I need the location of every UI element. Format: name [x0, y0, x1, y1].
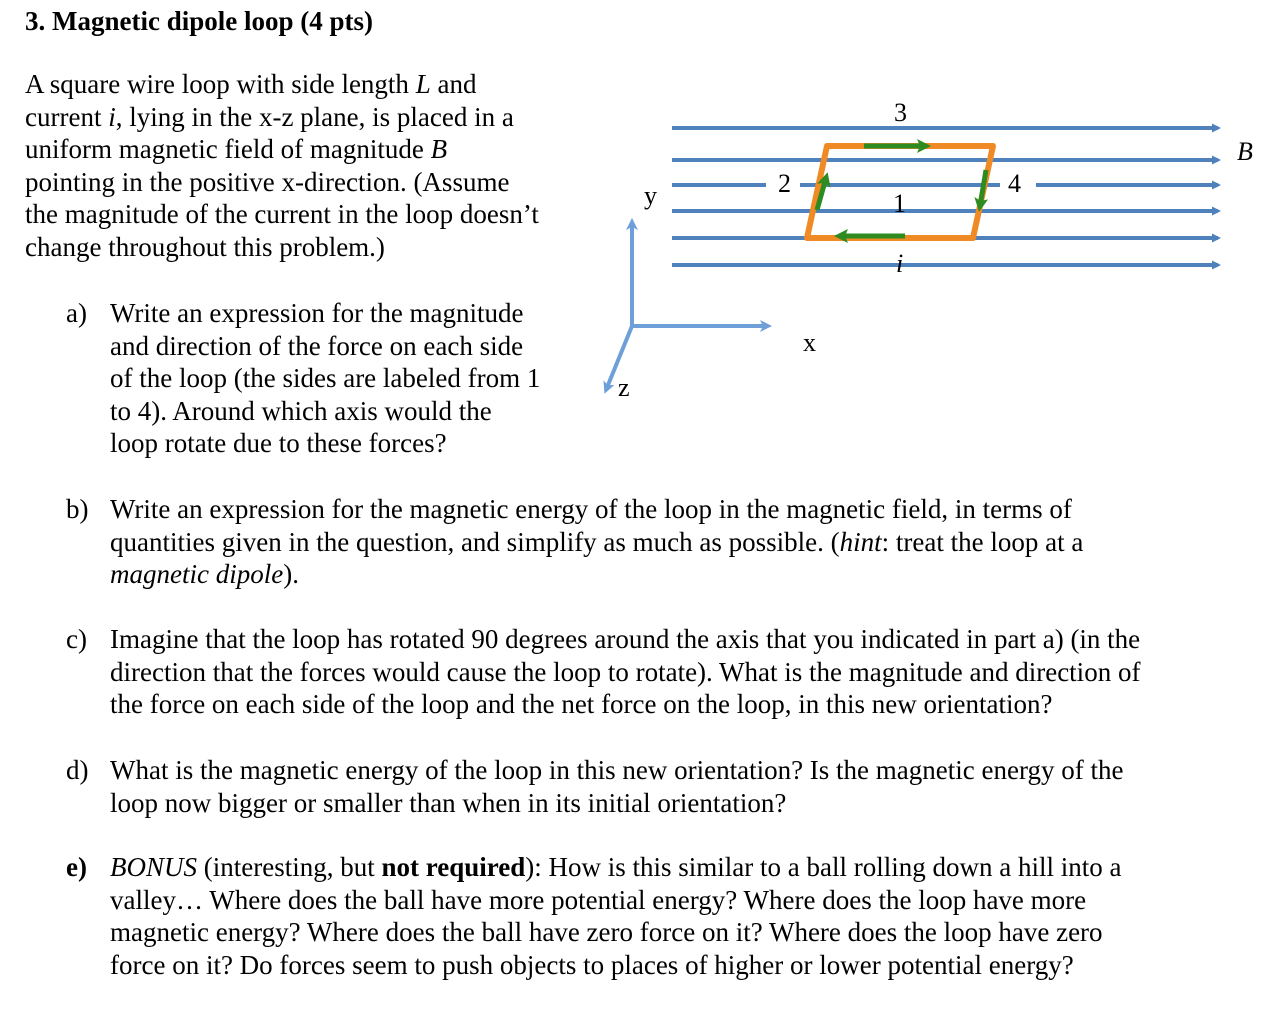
part-label: a) [66, 298, 87, 328]
side-label-3: 3 [894, 98, 907, 127]
problem-title: 3. Magnetic dipole loop (4 pts) [25, 6, 373, 36]
z-axis-label: z [618, 373, 630, 402]
part-label: d) [66, 755, 89, 785]
field-label: B [1237, 137, 1253, 166]
coordinate-axes [606, 222, 768, 390]
problem-statement: A square wire loop with side length L and current i, lying in the x-z plane, is placed in a uniform magnetic field of magnitude B pointing in the positive x-direction. (Assume the magnitude of the current in the loop doesn’t change throughout this problem.) [25, 69, 539, 262]
part-label: b) [66, 494, 89, 524]
part-label: c) [66, 624, 87, 654]
side-label-1: 1 [893, 189, 906, 218]
part-label: e) [66, 852, 87, 882]
x-axis-label: x [803, 328, 816, 357]
current-label: i [896, 249, 904, 278]
side-label-2: 2 [778, 169, 791, 198]
y-axis-label: y [644, 181, 657, 210]
side-label-4: 4 [1008, 169, 1021, 198]
current-arrow-side-4 [980, 170, 986, 206]
